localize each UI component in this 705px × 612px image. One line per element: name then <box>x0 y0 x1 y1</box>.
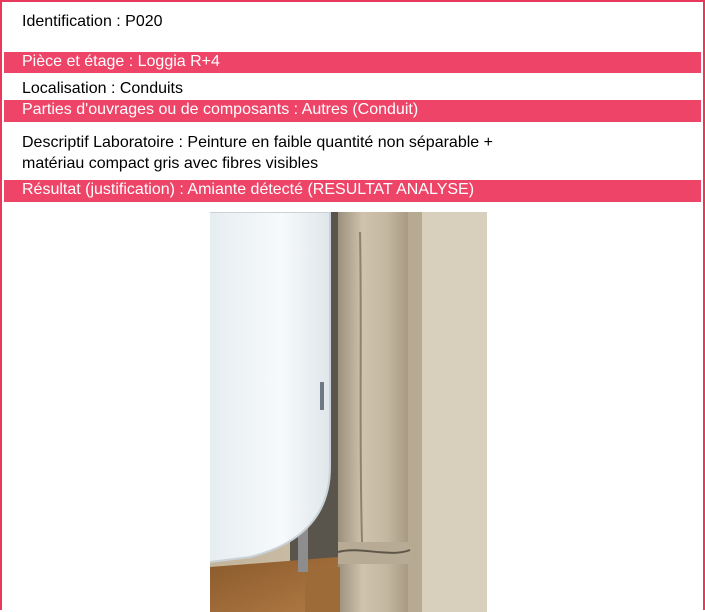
descriptif-row <box>4 132 701 176</box>
parties-ouvrages-row <box>4 100 701 122</box>
piece-etage-row <box>4 52 701 73</box>
resultat-row <box>4 180 701 202</box>
piece-etage-text: Pièce et étage : Loggia R+4 <box>22 53 220 70</box>
localisation-row <box>4 79 701 100</box>
resultat-text: Résultat (justification) : Amiante détecté (RESULTAT ANALYSE) <box>22 181 475 198</box>
sample-photo <box>210 212 487 612</box>
descriptif-line-2: matériau compact gris avec fibres visibles <box>22 155 319 172</box>
descriptif-line-1: Descriptif Laboratoire : Peinture en faible quantité non séparable + <box>22 134 493 151</box>
identification-text: Identification : P020 <box>22 13 163 30</box>
parties-ouvrages-text: Parties d'ouvrages ou de composants : Autres (Conduit) <box>22 101 419 118</box>
identification-row <box>4 12 701 40</box>
localisation-text: Localisation : Conduits <box>22 80 183 97</box>
